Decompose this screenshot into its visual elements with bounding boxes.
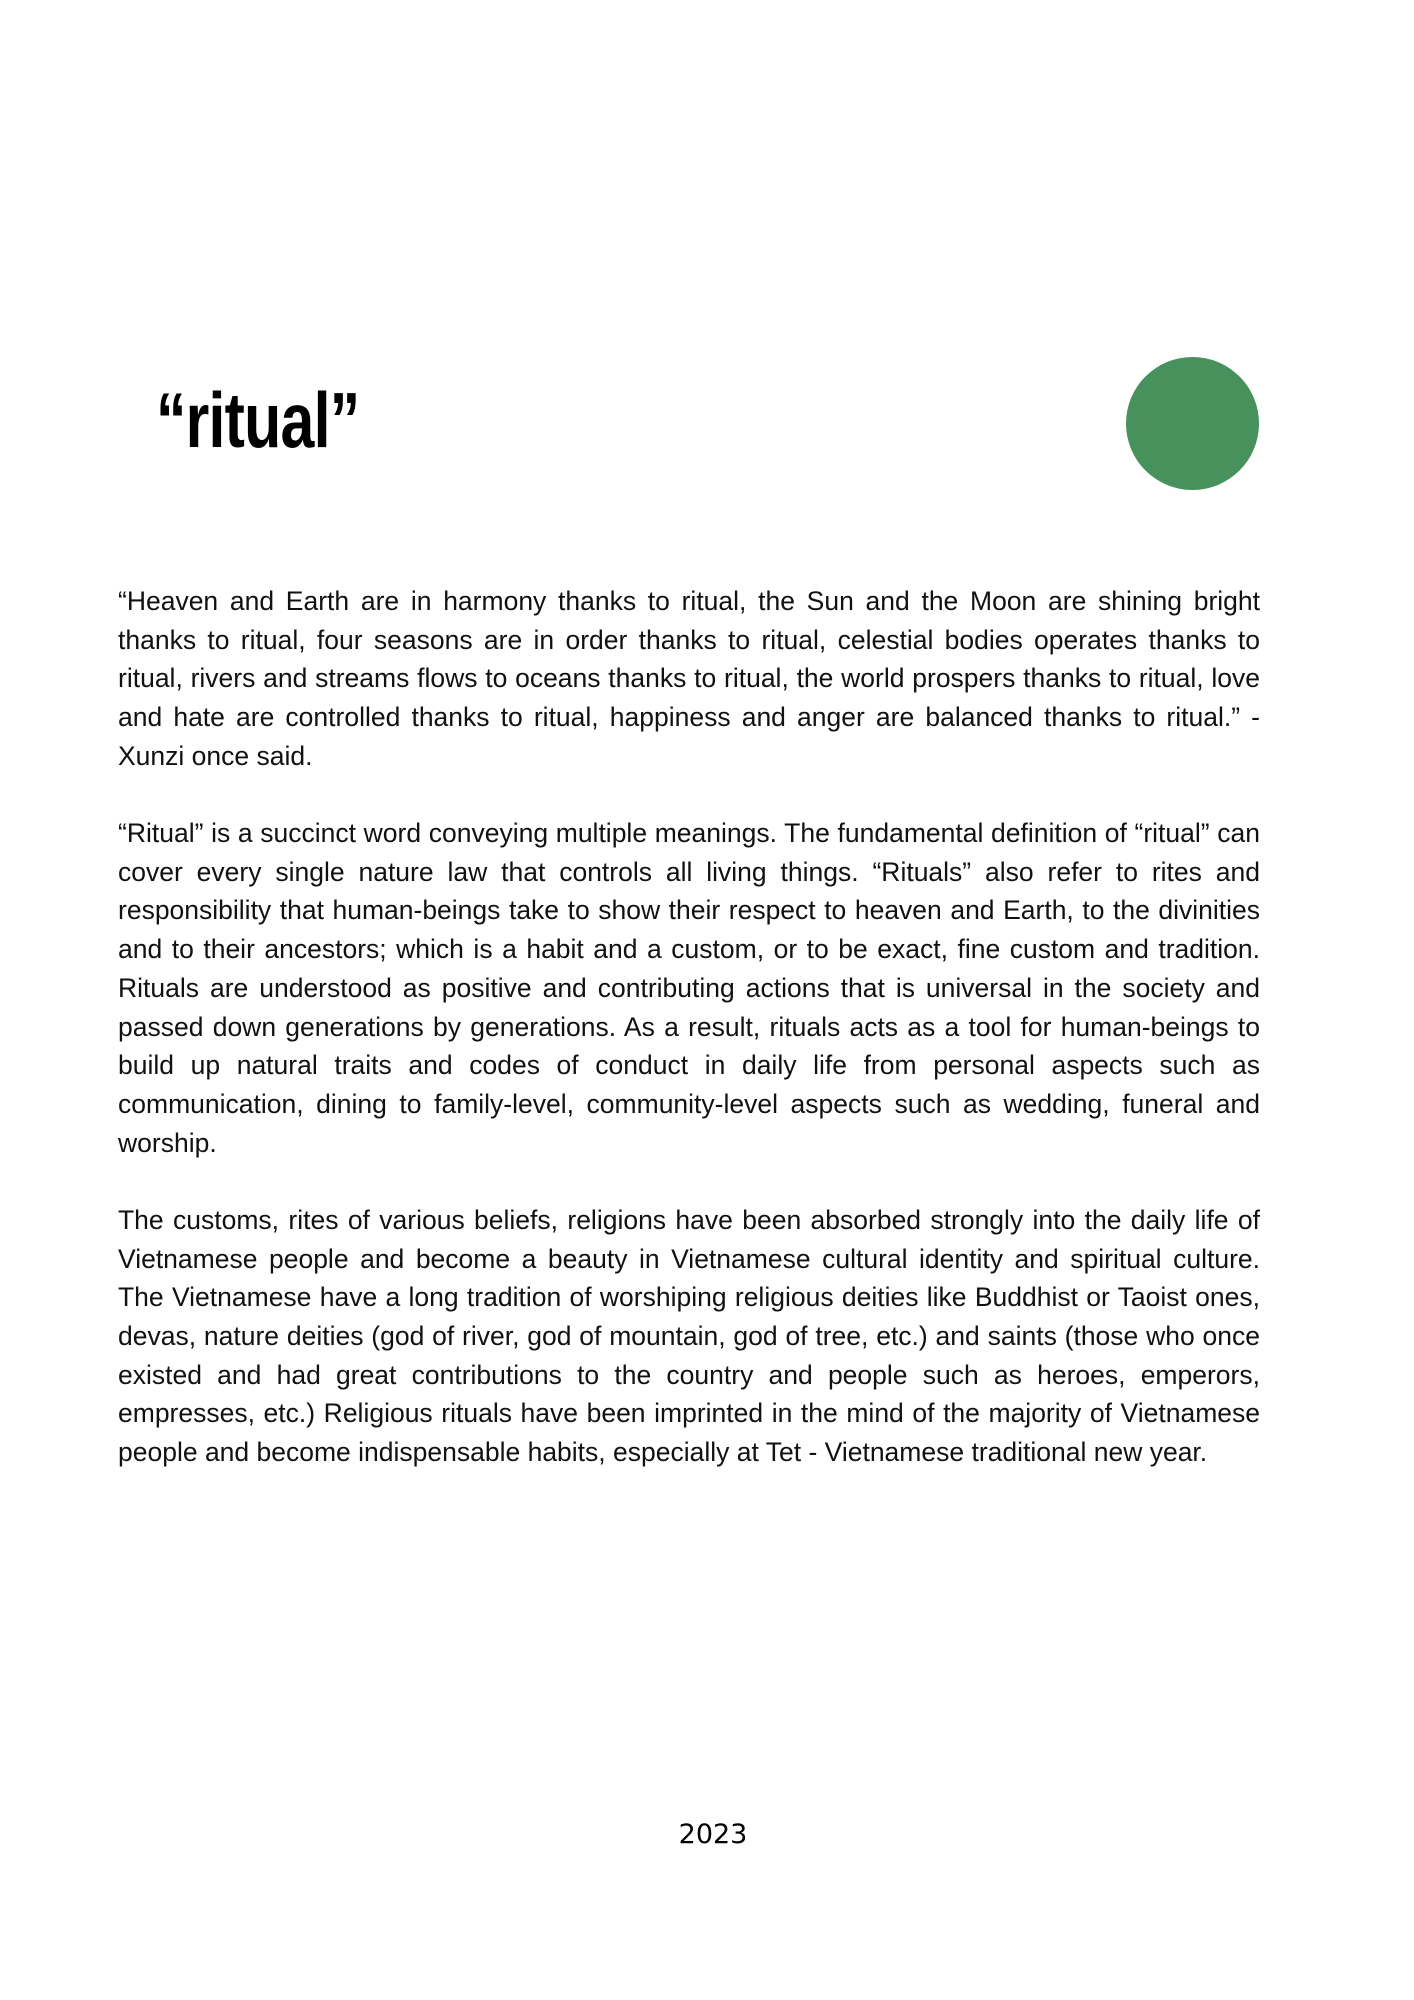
paragraph-vietnamese-customs: The customs, rites of various beliefs, religions have been absorbed strongly into the daily life of Vietnamese people and become a beauty in Vietnamese cultural identity and spiritual culture. The Vietnamese have a long tradition of worshiping religious deities like Buddhist or Taoist ones, devas, nature deities (god of river, god of mountain, god of tree, etc.) and saints (those who once existed and had great contributions to the country and people such as heroes, emperors, empresses, etc.) Religious rituals have been imprinted in the mind of the majority of Vietnamese people and become indispensable habits, especially at Tet - Vietnamese traditional new year. bbox=[118, 1204, 1260, 1468]
paragraph-xunzi-quote: “Heaven and Earth are in harmony thanks to ritual, the Sun and the Moon are shining bright thanks to ritual, four seasons are in order thanks to ritual, celestial bodies operates thanks to ritual, rivers and streams flows to oceans thanks to ritual, the world prospers thanks to ritual, love and hate are controlled thanks to ritual, happiness and anger are balanced thanks to ritual.” - Xunzi once said. bbox=[118, 586, 1260, 771]
paragraph-ritual-definition: “Ritual” is a succinct word conveying multiple meanings. The fundamental definition of “ritual” can cover every single nature law that controls all living things. “Rituals” also refer to rites and responsibility that human-beings take to show their respect to heaven and Earth, to the divinities and to their ancestors; which is a habit and a custom, or to be exact, fine custom and tradition. Rituals are understood as positive and contributing actions that is universal in the society and passed down generations by generations. As a result, rituals acts as a tool for human-beings to build up natural traits and codes of conduct in daily life from personal aspects such as communication, dining to family-level, community-level aspects such as wedding, funeral and worship. bbox=[118, 818, 1260, 1158]
page-title: “ritual” bbox=[156, 376, 360, 464]
body-text bbox=[118, 582, 1260, 1510]
footer-year: 2023 bbox=[678, 1819, 748, 1850]
green-circle-decoration bbox=[1126, 357, 1259, 490]
